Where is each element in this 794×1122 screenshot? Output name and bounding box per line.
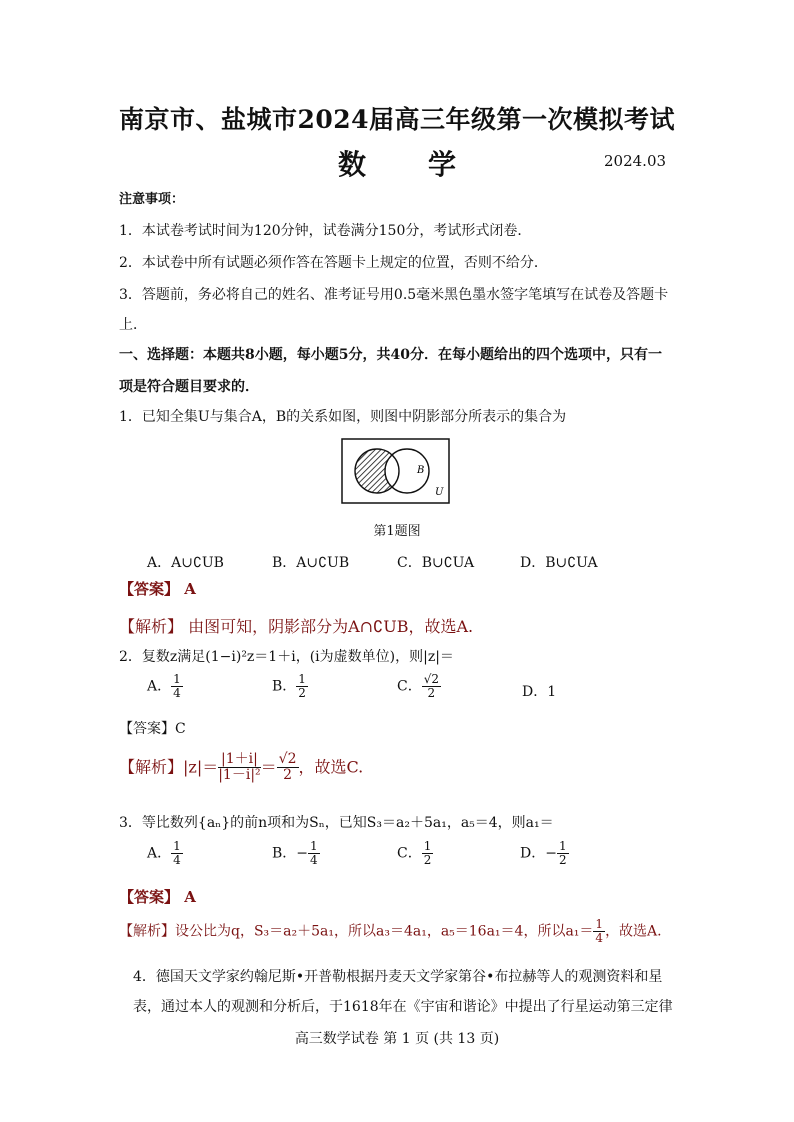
notice-item-1: 1．本试卷考试时间为120分钟，试卷满分150分，考试形式闭卷．: [119, 223, 532, 239]
subject-char-1: 数: [337, 148, 366, 181]
q1-analysis: 【解析】 由图可知，阴影部分为A∩∁UB，故选A.: [119, 617, 474, 636]
q2-option-b: B． $\frac{1}{2}$: [272, 672, 306, 701]
q1-option-d: D．B∪∁UA: [520, 555, 598, 571]
q1-option-a: A．A∪∁UB: [147, 555, 224, 571]
venn-diagram: [341, 438, 451, 504]
page-title: 南京市、盐城市2024届高三年级第一次模拟考试: [118, 105, 676, 134]
q3-option-a: A． $\frac{1}{4}$: [147, 839, 181, 868]
label-b: B: [417, 465, 425, 476]
q1-option-c: C．B∪∁UA: [397, 555, 475, 571]
q3-answer: 【答案】 A: [119, 888, 196, 906]
q2-analysis: 【解析】|z|＝ $\frac{|1+i|}{\text{|1－i|²}}$ ＝ $\frac{√2}{2}$ ，故选C.: [119, 751, 364, 784]
q2-option-d: D．1: [522, 684, 557, 700]
q1-answer: 【答案】 A: [119, 580, 196, 598]
subject-heading: [0, 143, 794, 183]
notice-heading: 注意事项：: [119, 192, 185, 207]
q2-stem: 2．复数z满足(1−i)²z＝1＋i，(i为虚数单位)，则|z|＝: [119, 649, 454, 665]
q2-answer: 【答案】C: [119, 721, 186, 737]
notice-item-3-cont: 上．: [119, 317, 147, 333]
q3-option-c: C． $\frac{1}{2}$: [397, 839, 432, 868]
page-footer: 高三数学试卷 第 1 页 (共 13 页): [294, 1031, 500, 1047]
q2-option-a: A． $\frac{1}{4}$: [147, 672, 181, 701]
label-u: U: [435, 487, 444, 498]
q3-option-d: D．− $\frac{1}{2}$: [520, 839, 567, 868]
q3-stem: 3．等比数列{aₙ}的前n项和为Sₙ，已知S₃＝a₂＋5a₁，a₅＝4，则a₁＝: [119, 815, 554, 831]
section1-heading: 一、选择题：本题共8小题，每小题5分，共40分．在每小题给出的四个选项中，只有一: [119, 347, 662, 363]
q3-option-b: B．− $\frac{1}{4}$: [272, 839, 318, 868]
notice-item-3: 3．答题前，务必将自己的姓名、准考证号用0.5毫米黑色墨水签字笔填写在试卷及答题卡: [119, 287, 669, 303]
q1-stem: 1．已知全集U与集合A，B的关系如图，则图中阴影部分所表示的集合为: [119, 409, 567, 425]
q2-option-c: C． $\frac{√2}{2}$: [397, 672, 439, 701]
notice-item-2: 2．本试卷中所有试题必须作答在答题卡上规定的位置，否则不给分．: [119, 255, 548, 271]
q1-caption: 第1题图: [373, 524, 421, 539]
q1-option-b: B．A∪∁UB: [272, 555, 350, 571]
q4-stem-line2: 表，通过本人的观测和分析后，于1618年在《宇宙和谐论》中提出了行星运动第三定律: [133, 999, 673, 1015]
exam-date: 2024.03: [604, 152, 667, 170]
section1-heading-cont: 项是符合题目要求的．: [119, 379, 259, 395]
q3-analysis: 【解析】设公比为q，S₃＝a₂＋5a₁，所以a₃＝4a₁，a₅＝16a₁＝4，所以a₁＝ $\frac{1}{4}$ ，故选A.: [119, 917, 662, 946]
q4-stem-line1: 4．德国天文学家约翰尼斯•开普勒根据丹麦天文学家第谷•布拉赫等人的观测资料和星: [133, 969, 663, 985]
subject-char-2: 学: [428, 148, 457, 181]
